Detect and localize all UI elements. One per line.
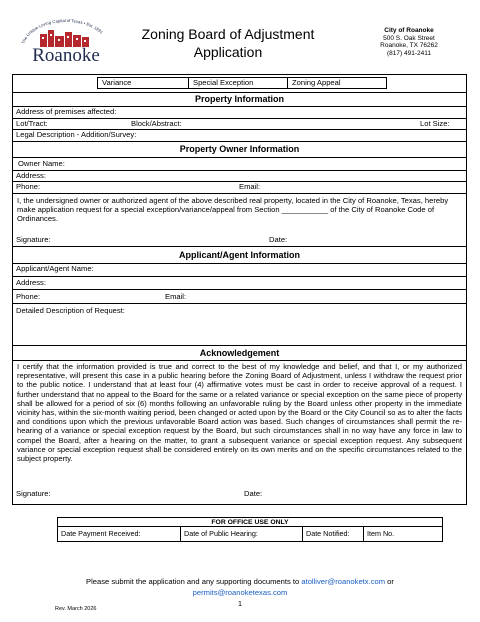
owner-address-label: Address: [16, 171, 46, 180]
divider [13, 157, 466, 158]
divider [13, 118, 466, 119]
office-use-title: FOR OFFICE USE ONLY [58, 518, 442, 527]
city-phone: (817) 491-2411 [387, 49, 431, 57]
owner-signature-label[interactable]: Signature: [16, 235, 51, 244]
submit-instructions-line-2 [0, 588, 480, 598]
date-payment-received-label: Date Payment Received: [61, 529, 141, 538]
applicant-name-field[interactable] [16, 264, 466, 273]
date-public-hearing-label: Date of Public Hearing: [184, 529, 258, 538]
item-number-cell[interactable] [364, 527, 443, 542]
date-notified-label: Date Notified: [306, 529, 350, 538]
divider [13, 360, 466, 361]
premises-address-label: Address of premises affected: [16, 107, 117, 116]
owner-name-label: Owner Name: [18, 159, 65, 168]
title-line-2: Application [193, 44, 263, 60]
date-public-hearing-cell[interactable] [181, 527, 303, 542]
special-exception-checkbox[interactable] [188, 77, 288, 89]
form-title [118, 25, 338, 61]
logo-arc-text: The Unique Loving Capital of Texas • Est. 1891 [20, 18, 104, 45]
revision-date: Rev. March 2026 [55, 606, 97, 612]
property-section-title: Property Information [194, 94, 284, 104]
logo-wordmark: Roanoke [32, 45, 100, 64]
city-address-line-2: Roanoke, TX 76262 [380, 42, 438, 50]
block-abstract-label[interactable]: Block/Abstract: [131, 119, 182, 128]
submit-instructions [0, 577, 480, 587]
acknowledgement-title: Acknowledgement [199, 348, 280, 358]
applicant-phone-label[interactable]: Phone: [16, 292, 41, 301]
applicant-section-title: Applicant/Agent Information [179, 250, 300, 260]
logo-graphic [16, 18, 116, 64]
city-address-line-1: 500 S. Oak Street [383, 34, 435, 42]
special-exception-label: Special Exception [193, 78, 254, 87]
divider [13, 345, 466, 346]
acknowledgement-text: I certify that the information provided is true and correct to the best of my knowledge and belief, and that I, or my authorized representative, will present this case in a public hearing before the Zoning Board of Adjustment, unless I withdraw the request prior to the public notice. I understand that at least four (4) affirmative votes must be cast in order to receive approval of a request. I further understand that no appeal to the Board for the same or a related variance or special exception on the same piece of property shall be allowed for a period of six (6) months following an unfavorable ruling by the Board unless other property in the immediate vicinity has, within the six-month waiting period, been changed or acted upon by the Board or the City Council so as to alter the facts and conditions upon which the previous unfavorable Board action was based. Such changes of circumstances shall permit the re-hearing of a variance or special exception request by the Board, but such circumstances shall in no way have any force in law to compel the Board, after a hearing on the matter, to grant a subsequent variance or special exception request. Any subsequent variance or special exception request shall be considered entirely on its own merits and on the specific circumstances related to the subject property. [17, 362, 462, 464]
submit-text: Please submit the application and any supporting documents to [86, 577, 300, 586]
lot-size-label[interactable]: Lot Size: [420, 119, 450, 128]
applicant-signature-label[interactable]: Signature: [16, 489, 51, 498]
zoning-appeal-label: Zoning Appeal [292, 78, 341, 87]
date-notified-cell[interactable] [303, 527, 364, 542]
title-line-1: Zoning Board of Adjustment [141, 26, 315, 42]
office-use-table [57, 517, 443, 542]
owner-phone-label[interactable]: Phone: [16, 182, 41, 191]
lot-tract-label[interactable]: Lot/Tract: [16, 119, 48, 128]
applicant-date-label[interactable]: Date: [244, 489, 263, 498]
variance-checkbox[interactable] [97, 77, 189, 89]
divider [13, 141, 466, 142]
owner-email-label[interactable]: Email: [239, 182, 261, 191]
divider [13, 92, 466, 93]
city-name: City of Roanoke [384, 27, 434, 34]
divider [13, 289, 466, 290]
date-payment-received-cell[interactable] [58, 527, 181, 542]
email-link-permits[interactable]: permits@roanoketexas.com [192, 588, 288, 597]
owner-date-label[interactable]: Date: [269, 235, 288, 244]
variance-label: Variance [102, 78, 132, 87]
or-text: or [387, 577, 394, 586]
applicant-email-label[interactable]: Email: [165, 292, 187, 301]
owner-name-field[interactable] [18, 159, 466, 168]
divider [13, 276, 466, 277]
premises-address-field[interactable] [16, 107, 466, 116]
email-link-atolliver[interactable]: atolliver@roanoketx.com [301, 577, 386, 586]
owner-section-title: Property Owner Information [179, 144, 300, 154]
request-description-field[interactable] [16, 306, 466, 344]
city-contact-block [354, 27, 464, 57]
applicant-address-label: Address: [16, 278, 46, 287]
divider [13, 193, 466, 194]
divider [13, 246, 466, 247]
applicant-name-label: Applicant/Agent Name: [16, 264, 94, 273]
zoning-appeal-checkbox[interactable] [287, 77, 387, 89]
roanoke-logo [16, 18, 116, 64]
application-form [12, 74, 467, 505]
applicant-address-field[interactable] [16, 278, 466, 287]
request-description-label: Detailed Description of Request: [16, 306, 125, 315]
divider [13, 303, 466, 304]
owner-statement: I, the undersigned owner or authorized agent of the above described real property, located in the City of Roanoke, Texas, hereby make application request for a special exception/variance/appeal from Section ___________ of the City of Roanoke Code of Ordinances. [17, 196, 449, 224]
page-number: 1 [237, 599, 243, 608]
legal-description-label: Legal Description - Addition/Survey: [16, 130, 137, 139]
legal-description-field[interactable] [16, 130, 466, 139]
item-number-label: Item No. [367, 529, 395, 538]
owner-address-field[interactable] [16, 171, 466, 180]
